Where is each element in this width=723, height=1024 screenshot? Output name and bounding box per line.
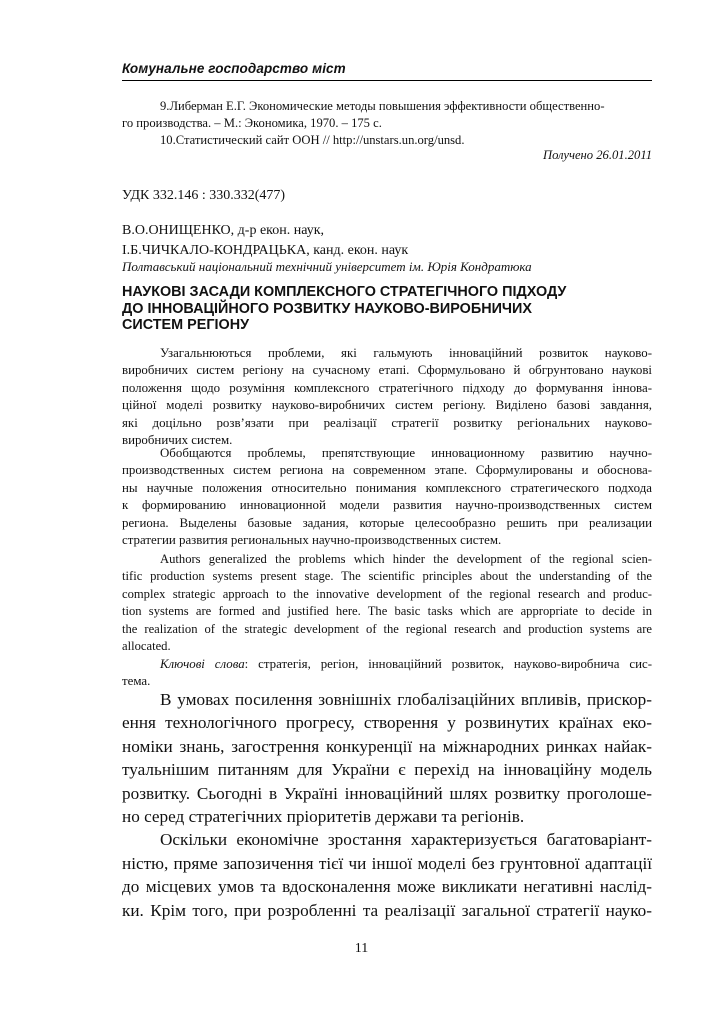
abstract-line: Authors generalized the problems which hinder the development of the regional scien- (160, 552, 652, 566)
body-line: до місцевих умов та вдосконалення може викликати негативні наслід- (122, 877, 652, 897)
abstract-line: Узагальнюються проблеми, які гальмують інноваційний розвиток науково- (160, 346, 652, 360)
abstract-ukrainian (122, 345, 652, 449)
abstract-line: tific production systems present stage. The scientific principles about the understanding of the (122, 569, 652, 584)
article-title (122, 284, 652, 334)
abstract-line: complex strategic approach to the innovative development of the regional research and produc- (122, 586, 652, 601)
author: І.Б.ЧИЧКАЛО-КОНДРАЦЬКА, канд. екон. наук (122, 242, 409, 258)
abstract-line: региона. Выделены базовые задания, которые целесообразно решить при реализации (122, 515, 652, 530)
body-line: но серед стратегічних пріоритетів держави та регіонів. (122, 806, 525, 826)
abstract-line: виробничих систем регіону на сучасному етапі. Сформульовано й обгрунтовано наукові (122, 363, 652, 378)
abstract-line: стратегии развития региональных научно-производственных систем. (122, 532, 502, 547)
body-line: ення технологічного прогресу, створення у розвинутих країнах еко- (122, 713, 652, 733)
reference-line: 10.Статистический сайт ООН // http://unstars.un.org/unsd. (160, 133, 465, 147)
reference-line: 9.Либерман Е.Г. Экономические методы повышения эффективности общественно- (160, 99, 605, 113)
keywords-line: тема. (122, 674, 151, 689)
reference-line: го производства. – М.: Экономика, 1970. – 175 с. (122, 116, 382, 130)
abstract-line: ційної моделі розвитку науково-виробничих систем регіону. Виділено базові завдання, (122, 398, 652, 413)
body-line: номіки знань, загострення конкуренції на міжнародних ринках найак- (122, 736, 652, 756)
abstract-line: allocated. (122, 638, 171, 653)
header-rule (122, 80, 652, 81)
keywords-text: : стратегія, регіон, інноваційний розвиток, науково-виробнича сис- (244, 657, 652, 671)
abstract-line: Обобщаются проблемы, препятствующие инновационному развитию научно- (160, 446, 652, 460)
keywords-label: Ключові слова (160, 657, 245, 671)
reference-list (122, 98, 652, 149)
author: В.О.ОНИЩЕНКО, д-р екон. наук, (122, 223, 325, 238)
page-number: 11 (354, 941, 369, 956)
title-line: ДО ІННОВАЦІЙНОГО РОЗВИТКУ НАУКОВО-ВИРОБНИЧИХ (122, 300, 532, 317)
reference-item (122, 98, 652, 132)
udk-code: УДК 332.146 : 330.332(477) (122, 188, 286, 203)
title-line: НАУКОВІ ЗАСАДИ КОМПЛЕКСНОГО СТРАТЕГІЧНОГО ПІДХОДУ (122, 284, 567, 300)
author-list (122, 221, 408, 260)
abstract-line: які доцільно розв’язати при реалізації стратегії розвитку регіональних науково- (122, 415, 652, 430)
abstract-line: the realization of the strategic development of the regional research and production systems are (122, 621, 652, 636)
body-line: розвитку. Сьогодні в Україні інноваційний шлях розвитку проголоше- (122, 783, 652, 803)
abstract-line: производственных систем региона на современном этапе. Сформулированы и обоснова- (122, 463, 652, 478)
received-date: Получено 26.01.2011 (542, 148, 652, 162)
abstract-russian (122, 445, 652, 549)
body-paragraph (122, 688, 652, 828)
body-line: ністю, пряме запозичення тієї чи іншої моделі без грунтовної адаптації (122, 853, 652, 873)
body-line: ки. Крім того, при розробленні та реалізації загальної стратегії науко- (122, 900, 652, 920)
article-body (122, 688, 652, 922)
keywords-line (122, 656, 652, 673)
keywords (122, 656, 652, 691)
body-paragraph (122, 828, 652, 922)
body-line: В умовах посилення зовнішніх глобалізаційних впливів, прискор- (160, 690, 652, 709)
abstract-english (122, 551, 652, 655)
abstract-line: положення щодо розуміння комплексного стратегічного підходу до формування іннова- (122, 380, 652, 395)
running-header: Комунальне господарство міст (122, 61, 346, 76)
body-line: туальнішим питанням для України є перехід на інноваційну модель (122, 760, 652, 780)
affiliation: Полтавський національний технічний університет ім. Юрія Кондратюка (122, 259, 532, 274)
abstract-line: виробничих систем. (122, 432, 233, 447)
abstract-line: к формированию инновационной модели развития научно-производственных систем (122, 498, 652, 513)
reference-item (122, 132, 652, 149)
body-line: Оскільки економічне зростання характеризується багатоваріант- (160, 830, 652, 850)
title-line: СИСТЕМ РЕГІОНУ (122, 317, 250, 333)
abstract-line: ны научные положения относительно понимания комплексного стратегического подхода (122, 480, 652, 495)
abstract-line: tion systems are formed and justified here. The basic tasks which are appropriate to decide in (122, 604, 652, 619)
